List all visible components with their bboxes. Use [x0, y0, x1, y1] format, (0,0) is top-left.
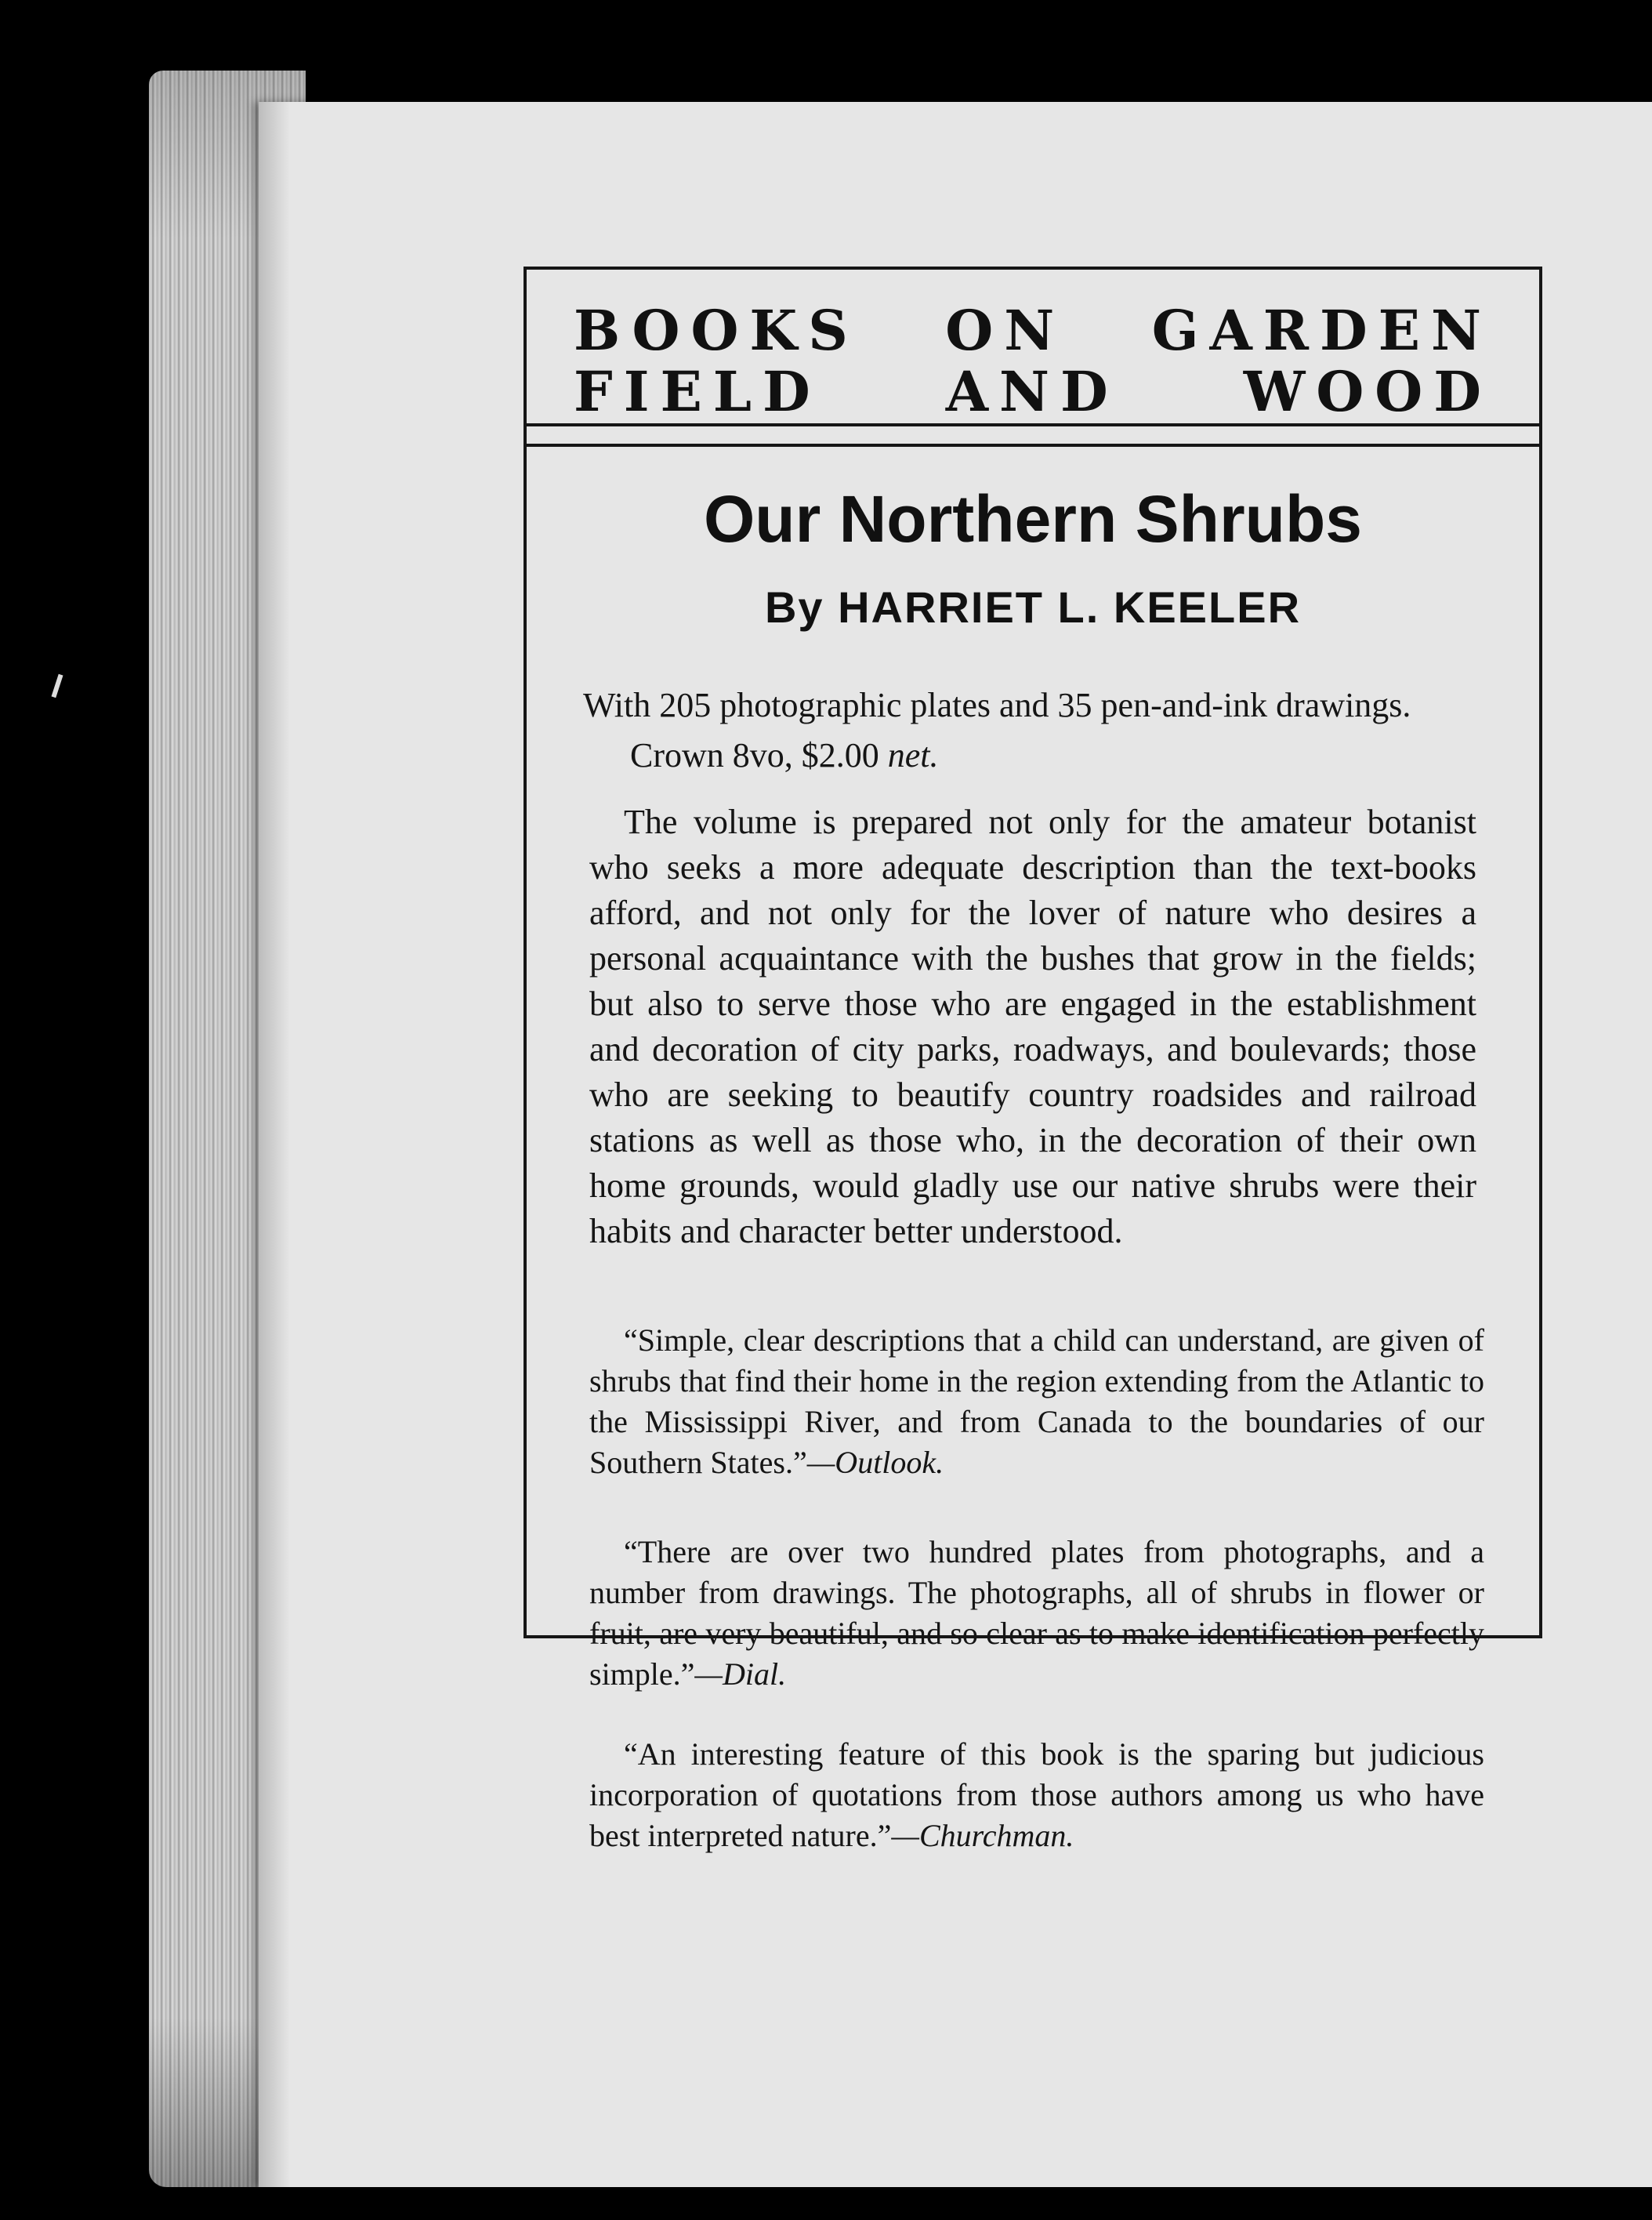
specs-net: net. [887, 736, 939, 774]
book-description: The volume is prepared not only for the amateur botanist who seeks a more adequate description than the text-books afford, and not only for the lover of nature who desires a personal acquaintance with the bushes that grow in the fields; but also to serve those who are engaged in the establishment and decoration of city parks, roadways, and boulevards; those who are seeking to beautify country roadsides and railroad stations as well as those who, in the decoration of their own home grounds, would gladly use our native shrubs were their habits and character better understood. [589, 803, 1476, 1250]
review-quote [589, 1532, 1484, 1695]
review-text: “There are over two hundred plates from photographs, and a number from drawings. The photographs, all of shrubs in flower or fruit, are very beautiful, and so clear as to make identification perfectly simple.” [589, 1534, 1484, 1692]
review-source: —Churchman. [891, 1818, 1074, 1853]
header-word: BOOKS [574, 298, 859, 363]
header-divider [527, 444, 1539, 447]
header-line-2 [574, 361, 1492, 423]
book-author: By HARRIET L. KEELER [764, 582, 1302, 632]
header-word: FIELD [574, 359, 821, 424]
header-word: GARDEN [1151, 298, 1492, 363]
header-box [527, 270, 1539, 426]
header-word: AND [945, 359, 1119, 424]
book-title: Our Northern Shrubs [703, 482, 1363, 556]
review-quote [589, 1320, 1484, 1483]
header-word: ON [945, 298, 1066, 363]
header-line-1 [574, 299, 1492, 362]
review-text: “An interesting feature of this book is the sparing but judicious incorporation of quotations from those authors among us who have best interpreted nature.” [589, 1736, 1484, 1853]
book-specs [583, 680, 1476, 781]
header-word: WOOD [1243, 359, 1492, 424]
review-text: “Simple, clear descriptions that a child can understand, are given of shrubs that find their home in the region extending from the Atlantic to the Mississippi River, and from Canada to the boundaries of our Southern States.” [589, 1322, 1484, 1480]
advertisement-frame [523, 267, 1542, 1853]
scan-artifact [52, 674, 63, 698]
review-quote [589, 1734, 1484, 1856]
review-source: —Outlook. [806, 1445, 944, 1480]
review-source: —Dial. [694, 1656, 787, 1692]
specs-text: With 205 photographic plates and 35 pen-and-ink drawings. Crown 8vo, $2.00 [583, 686, 1411, 774]
